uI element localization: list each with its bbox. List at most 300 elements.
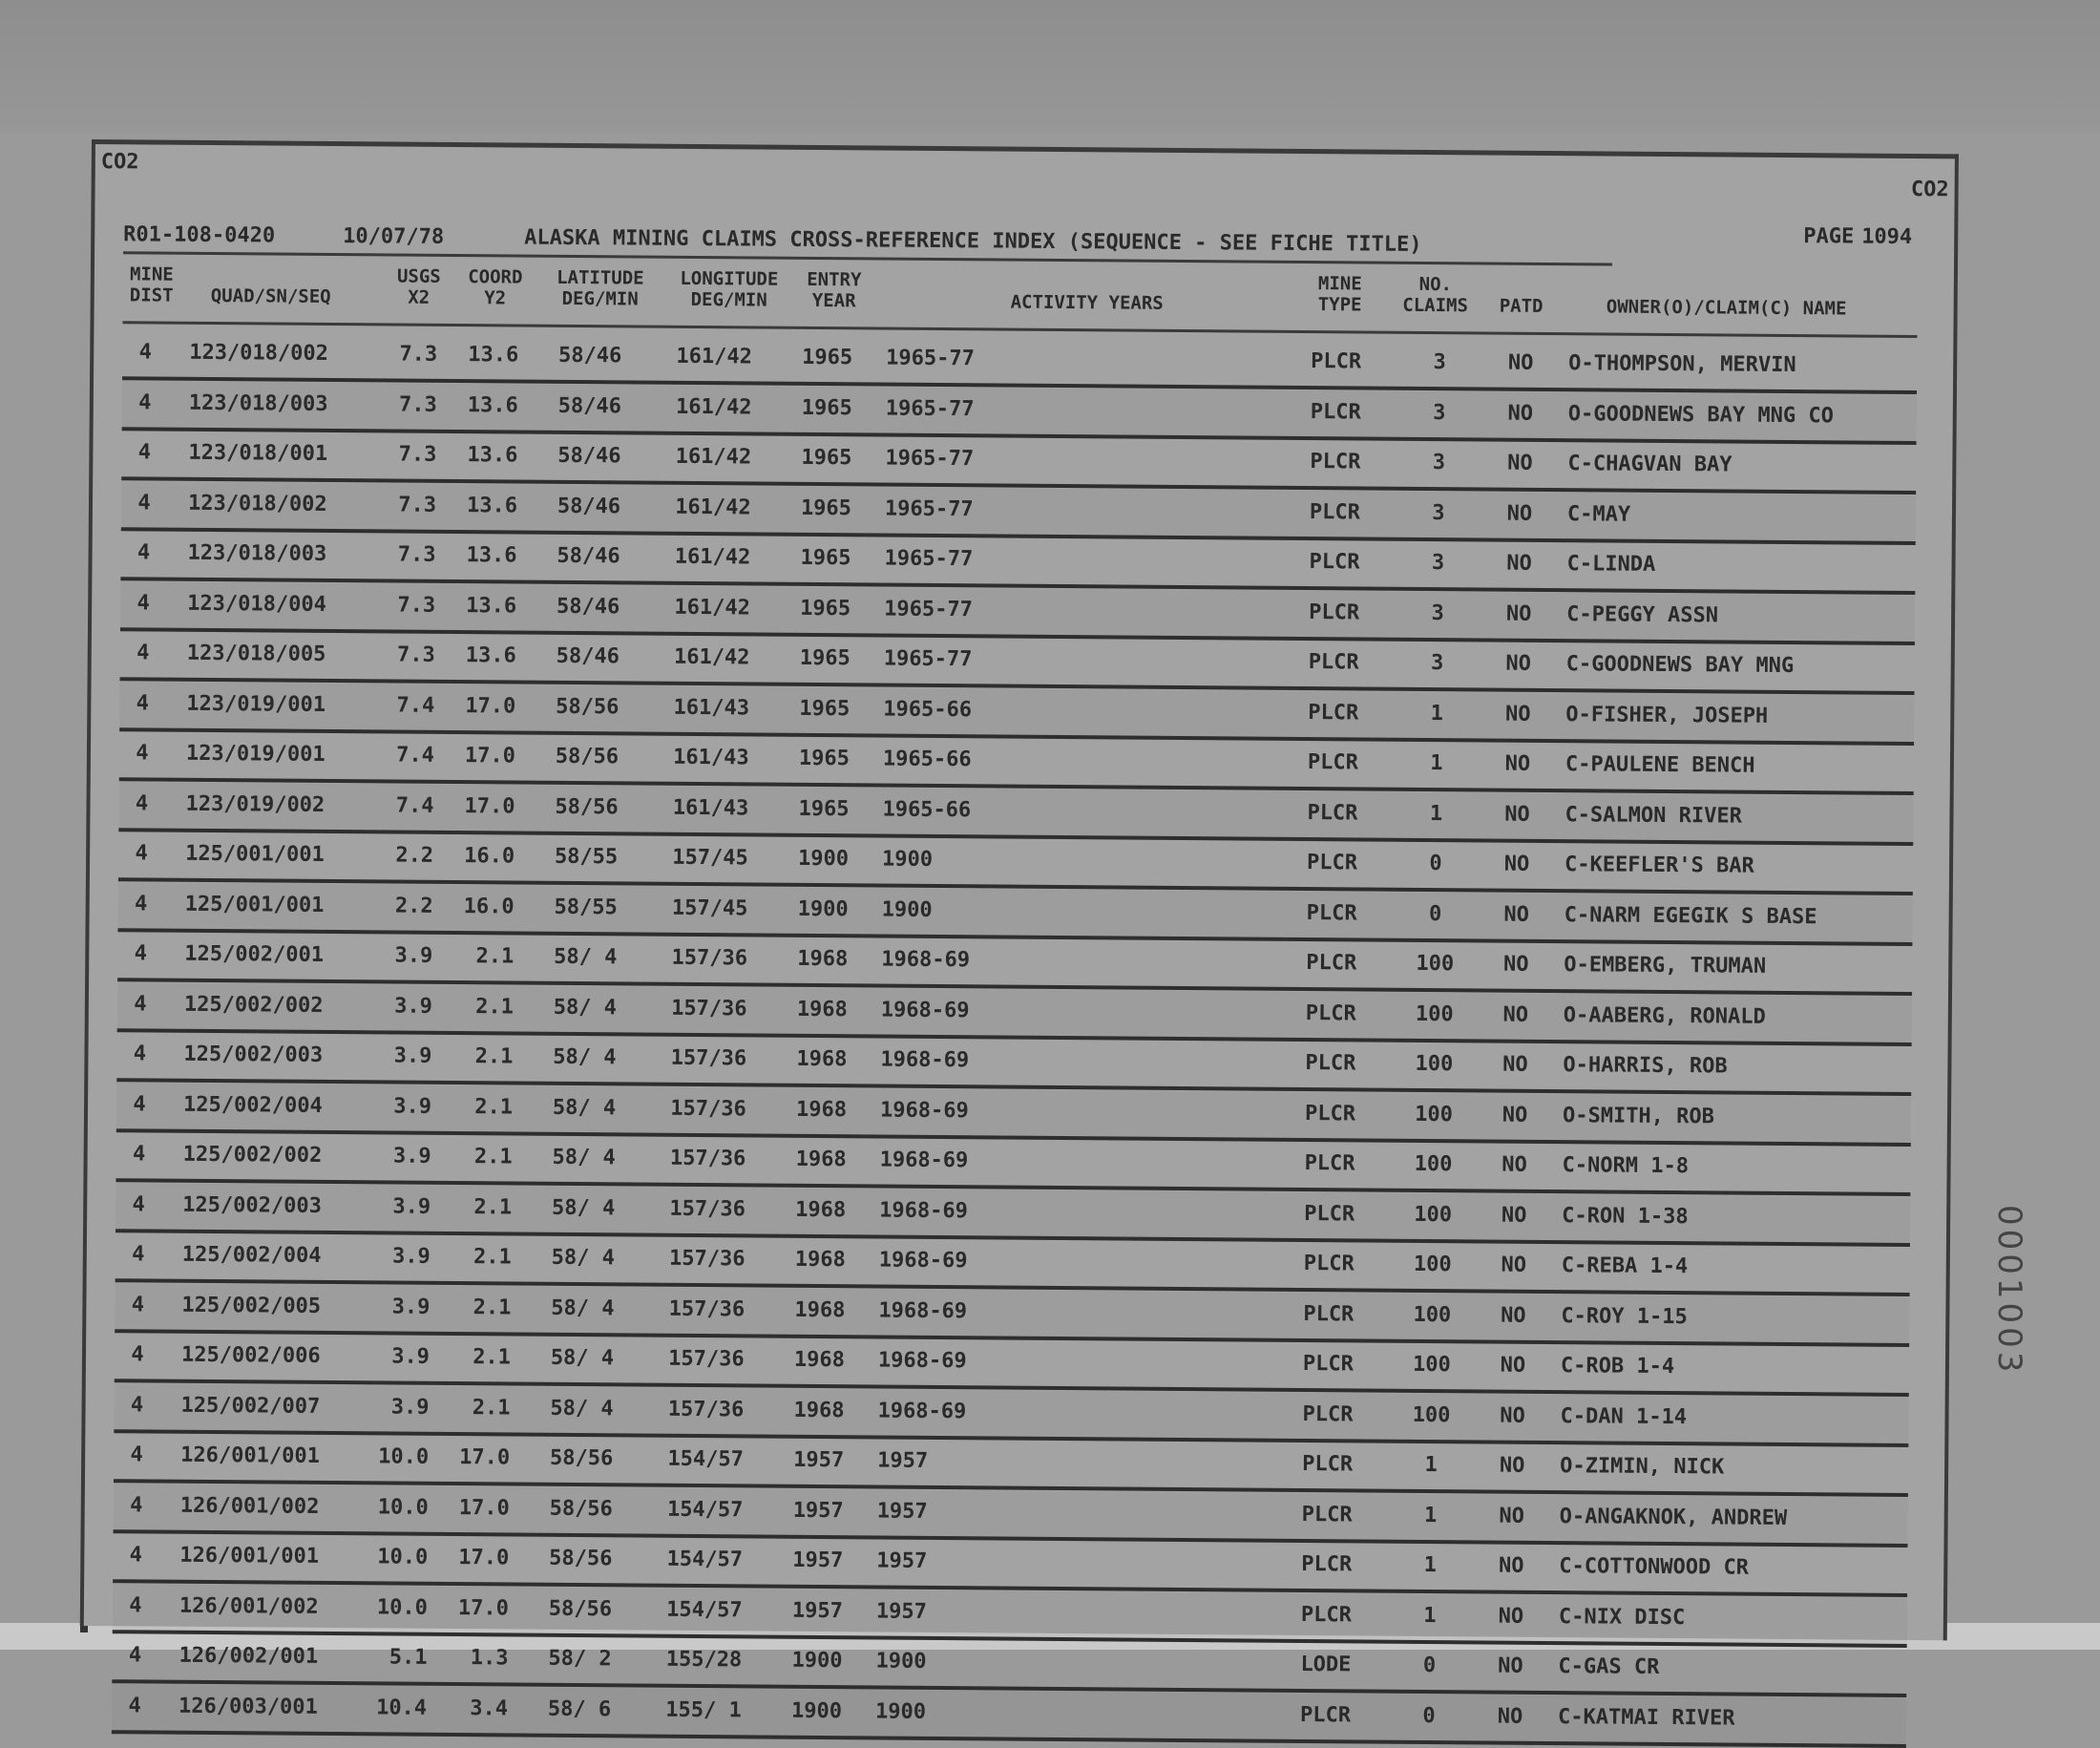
entry-year-cell: 1968 [793, 1347, 846, 1373]
registration-mark [80, 1625, 88, 1632]
usgs-x-cell: 3.9 [392, 1194, 431, 1219]
coord-y-cell: 2.1 [473, 1145, 513, 1169]
entry-year-cell: 1965 [798, 796, 850, 821]
owner-claim-name-cell: O-ZIMIN, NICK [1560, 1454, 1725, 1480]
quad-sn-seq-cell: 125/002/004 [182, 1092, 323, 1118]
patented-cell: NO [1505, 651, 1532, 676]
claims-count-cell: 1 [1423, 1553, 1438, 1578]
coord-y-cell: 17.0 [465, 693, 516, 719]
quad-sn-seq-cell: 123/018/003 [187, 540, 327, 566]
longitude-cell: 161/42 [675, 495, 751, 519]
patented-cell: NO [1507, 451, 1533, 475]
activity-years-cell: 1900 [875, 1649, 927, 1674]
activity-years-cell: 1965-77 [885, 396, 975, 421]
mine-type-cell: LODE [1300, 1652, 1352, 1677]
header-entry-year: ENTRY YEAR [807, 268, 862, 312]
activity-years-cell: 1900 [882, 847, 934, 872]
mine-type-cell: PLCR [1308, 650, 1359, 675]
usgs-x-cell: 7.3 [398, 392, 437, 417]
patented-cell: NO [1505, 601, 1532, 626]
entry-year-cell: 1965 [802, 345, 853, 370]
report-date: 10/07/78 [343, 224, 445, 249]
quad-sn-seq-cell: 126/001/001 [180, 1443, 320, 1468]
coord-y-cell: 13.6 [466, 493, 518, 518]
latitude-cell: 58/56 [549, 1496, 613, 1521]
entry-year-cell: 1968 [795, 1197, 847, 1222]
mine-dist-cell: 4 [128, 1693, 141, 1717]
latitude-cell: 58/ 4 [551, 1295, 615, 1320]
owner-claim-name-cell: O-GOODNEWS BAY MNG CO [1567, 401, 1835, 428]
owner-claim-name-cell: C-GAS CR [1558, 1654, 1660, 1679]
patented-cell: NO [1507, 401, 1534, 426]
entry-year-cell: 1968 [795, 1097, 848, 1122]
activity-years-cell: 1965-66 [882, 747, 972, 772]
report-id: R01-108-0420 [123, 222, 276, 248]
coord-y-cell: 17.0 [464, 744, 516, 769]
fiche-sheet [80, 139, 1959, 1731]
quad-sn-seq-cell: 126/001/001 [179, 1543, 320, 1569]
patented-cell: NO [1498, 1553, 1524, 1578]
mine-type-cell: PLCR [1310, 450, 1361, 474]
longitude-cell: 157/36 [668, 1246, 746, 1272]
report-heading: ALASKA MINING CLAIMS CROSS-REFERENCE INDEX (SEQUENCE - SEE FICHE TITLE) [524, 225, 1422, 257]
longitude-cell: 157/36 [671, 945, 748, 971]
mine-dist-cell: 4 [131, 1292, 145, 1316]
latitude-cell: 58/ 4 [553, 1044, 617, 1070]
longitude-cell: 161/42 [674, 544, 751, 570]
claims-count-cell: 1 [1430, 751, 1443, 776]
latitude-cell: 58/46 [556, 543, 620, 569]
latitude-cell: 58/46 [557, 393, 622, 418]
patented-cell: NO [1502, 1103, 1528, 1127]
longitude-cell: 161/42 [673, 644, 750, 670]
mine-type-cell: PLCR [1301, 1551, 1353, 1577]
entry-year-cell: 1965 [798, 746, 850, 771]
owner-claim-name-cell: O-FISHER, JOSEPH [1565, 702, 1769, 728]
activity-years-cell: 1965-66 [883, 697, 973, 722]
entry-year-cell: 1965 [799, 645, 850, 671]
quad-sn-seq-cell: 125/002/006 [180, 1342, 321, 1368]
usgs-x-cell: 2.2 [395, 843, 434, 868]
corner-code-right: CO2 [1910, 177, 1949, 202]
mine-type-cell: PLCR [1303, 1301, 1354, 1326]
usgs-x-cell: 3.9 [391, 1344, 430, 1369]
quad-sn-seq-cell: 123/018/002 [189, 340, 329, 366]
patented-cell: NO [1501, 1253, 1527, 1277]
mine-type-cell: PLCR [1302, 1401, 1354, 1426]
activity-years-cell: 1957 [876, 1548, 928, 1573]
owner-claim-name-cell: C-SALMON RIVER [1564, 802, 1743, 829]
activity-years-cell: 1968-69 [879, 1098, 969, 1123]
entry-year-cell: 1900 [791, 1648, 843, 1674]
quad-sn-seq-cell: 125/001/001 [185, 841, 325, 867]
usgs-x-cell: 7.3 [397, 593, 436, 618]
mine-dist-cell: 4 [132, 1242, 145, 1267]
coord-y-cell: 17.0 [457, 1595, 510, 1620]
claims-count-cell: 1 [1430, 701, 1444, 726]
coord-y-cell: 2.1 [472, 1245, 512, 1270]
owner-claim-name-cell: O-HARRIS, ROB [1563, 1053, 1728, 1079]
coord-y-cell: 13.6 [466, 593, 517, 619]
mine-type-cell: PLCR [1305, 1000, 1356, 1025]
usgs-x-cell: 7.4 [395, 793, 434, 818]
mine-dist-cell: 4 [136, 690, 150, 715]
header-latitude: LATITUDE DEG/MIN [556, 266, 644, 310]
mine-type-cell: PLCR [1310, 399, 1361, 424]
mine-type-cell: PLCR [1306, 951, 1357, 976]
activity-years-cell: 1968-69 [880, 998, 970, 1022]
entry-year-cell: 1968 [796, 997, 848, 1021]
usgs-x-cell: 10.4 [376, 1695, 428, 1720]
owner-claim-name-cell: C-GOODNEWS BAY MNG [1565, 652, 1795, 679]
page-indicator [1803, 224, 1920, 249]
latitude-cell: 58/56 [556, 694, 620, 719]
mine-type-cell: PLCR [1302, 1452, 1354, 1477]
entry-year-cell: 1957 [793, 1447, 845, 1473]
claims-count-cell: 3 [1432, 451, 1446, 475]
page-label: PAGE [1803, 224, 1855, 249]
header-owner-claim-name: OWNER(O)/CLAIM(C) NAME [1606, 296, 1847, 320]
entry-year-cell: 1968 [797, 946, 849, 972]
usgs-x-cell: 7.4 [396, 693, 435, 718]
column-header-row [122, 263, 1917, 338]
mine-type-cell: PLCR [1309, 600, 1360, 624]
quad-sn-seq-cell: 125/002/001 [184, 941, 325, 967]
latitude-cell: 58/56 [548, 1596, 613, 1621]
activity-years-cell: 1957 [875, 1599, 927, 1624]
longitude-cell: 161/43 [672, 795, 749, 820]
patented-cell: NO [1501, 1203, 1527, 1228]
header-usgs-x: USGS X2 [396, 265, 441, 308]
owner-claim-name-cell: C-REBA 1-4 [1561, 1253, 1689, 1279]
longitude-cell: 154/57 [667, 1446, 744, 1472]
usgs-x-cell: 10.0 [377, 1494, 429, 1520]
entry-year-cell: 1968 [796, 1046, 848, 1072]
patented-cell: NO [1506, 551, 1532, 576]
claims-count-cell: 0 [1429, 852, 1442, 876]
mine-dist-cell: 4 [136, 741, 149, 766]
header-patd: PATD [1499, 295, 1544, 317]
quad-sn-seq-cell: 125/002/002 [183, 992, 324, 1018]
claims-count-cell: 100 [1413, 1252, 1452, 1277]
header-quad: QUAD/SN/SEQ [210, 284, 331, 307]
mine-type-cell: PLCR [1309, 550, 1360, 575]
longitude-cell: 157/36 [670, 1096, 746, 1121]
usgs-x-cell: 7.3 [398, 493, 437, 517]
latitude-cell: 58/56 [555, 744, 620, 769]
side-stamp-number: 0001003 [1990, 1205, 2028, 1377]
usgs-x-cell: 2.2 [394, 894, 433, 918]
coord-y-cell: 13.6 [467, 443, 518, 468]
quad-sn-seq-cell: 125/002/002 [182, 1142, 323, 1168]
longitude-cell: 161/43 [673, 695, 750, 720]
mine-type-cell: PLCR [1306, 900, 1357, 925]
latitude-cell: 58/46 [556, 594, 620, 619]
coord-y-cell: 2.1 [474, 1094, 514, 1119]
mine-dist-cell: 4 [130, 1392, 144, 1417]
usgs-x-cell: 7.3 [396, 642, 435, 667]
owner-claim-name-cell: C-NORM 1-8 [1562, 1153, 1690, 1179]
patented-cell: NO [1498, 1604, 1524, 1629]
longitude-cell: 161/42 [675, 444, 752, 470]
entry-year-cell: 1900 [797, 896, 849, 921]
quad-sn-seq-cell: 123/018/003 [188, 390, 328, 416]
claims-count-cell: 100 [1414, 1202, 1453, 1227]
owner-claim-name-cell: C-RON 1-38 [1562, 1203, 1689, 1229]
coord-y-cell: 16.0 [463, 894, 514, 919]
latitude-cell: 58/ 2 [548, 1646, 612, 1672]
longitude-cell: 157/36 [669, 1146, 746, 1171]
mine-dist-cell: 4 [129, 1592, 142, 1617]
quad-sn-seq-cell: 125/002/004 [181, 1242, 322, 1268]
quad-sn-seq-cell: 125/001/001 [184, 892, 325, 917]
mine-dist-cell: 4 [134, 891, 148, 916]
latitude-cell: 58/ 4 [550, 1396, 614, 1421]
claims-count-cell: 0 [1422, 1703, 1436, 1728]
usgs-x-cell: 5.1 [388, 1645, 428, 1670]
claims-count-cell: 100 [1414, 1151, 1453, 1177]
usgs-x-cell: 7.4 [396, 743, 435, 768]
longitude-cell: 161/42 [676, 344, 753, 369]
quad-sn-seq-cell: 125/002/007 [180, 1393, 321, 1419]
longitude-cell: 154/57 [666, 1497, 744, 1522]
quad-sn-seq-cell: 123/019/002 [185, 791, 326, 817]
latitude-cell: 58/ 4 [554, 944, 618, 970]
activity-years-cell: 1957 [876, 1499, 928, 1524]
coord-y-cell: 17.0 [458, 1495, 510, 1520]
longitude-cell: 157/36 [671, 996, 747, 1021]
latitude-cell: 58/56 [555, 794, 619, 819]
quad-sn-seq-cell: 126/001/002 [179, 1493, 320, 1519]
activity-years-cell: 1968-69 [879, 1198, 969, 1223]
claims-count-cell: 100 [1413, 1302, 1452, 1327]
owner-claim-name-cell: C-ROY 1-15 [1561, 1303, 1688, 1329]
claims-count-cell: 100 [1415, 1051, 1454, 1077]
coord-y-cell: 2.1 [472, 1295, 512, 1319]
longitude-cell: 154/57 [666, 1597, 743, 1622]
mine-dist-cell: 4 [134, 991, 147, 1016]
activity-years-cell: 1968-69 [878, 1298, 968, 1323]
patented-cell: NO [1503, 852, 1530, 876]
claims-count-cell: 3 [1433, 350, 1446, 375]
quad-sn-seq-cell: 123/019/001 [186, 691, 326, 717]
mine-dist-cell: 4 [132, 1142, 146, 1167]
usgs-x-cell: 3.9 [394, 943, 433, 968]
latitude-cell: 58/ 4 [552, 1145, 616, 1170]
entry-year-cell: 1965 [799, 696, 850, 721]
mine-dist-cell: 4 [133, 1042, 147, 1066]
entry-year-cell: 1968 [794, 1297, 846, 1322]
claims-count-cell: 3 [1431, 600, 1444, 625]
patented-cell: NO [1502, 952, 1529, 977]
usgs-x-cell: 7.3 [397, 542, 436, 567]
patented-cell: NO [1503, 902, 1530, 927]
mine-type-cell: PLCR [1304, 1151, 1355, 1176]
patented-cell: NO [1501, 1303, 1526, 1328]
mine-type-cell: PLCR [1306, 851, 1358, 875]
mine-type-cell: PLCR [1303, 1252, 1354, 1276]
latitude-cell: 58/ 4 [553, 995, 618, 1020]
claims-count-cell: 1 [1424, 1453, 1438, 1478]
claims-count-cell: 3 [1432, 500, 1445, 525]
patented-cell: NO [1497, 1704, 1523, 1729]
mine-dist-cell: 4 [132, 1191, 145, 1216]
background-top [0, 0, 2100, 134]
mine-type-cell: PLCR [1300, 1602, 1352, 1627]
usgs-x-cell: 10.0 [376, 1594, 429, 1620]
mine-type-cell: PLCR [1302, 1352, 1354, 1377]
entry-year-cell: 1968 [795, 1147, 847, 1172]
latitude-cell: 58/55 [554, 844, 619, 870]
quad-sn-seq-cell: 125/002/003 [182, 1192, 323, 1218]
header-activity-years: ACTIVITY YEARS [1010, 291, 1164, 314]
mine-dist-cell: 4 [136, 641, 150, 665]
activity-years-cell: 1957 [877, 1448, 929, 1473]
latitude-cell: 58/55 [554, 895, 618, 919]
patented-cell: NO [1506, 501, 1533, 526]
quad-sn-seq-cell: 126/003/001 [178, 1694, 318, 1719]
header-coord-y: COORD Y2 [468, 266, 523, 309]
coord-y-cell: 13.6 [468, 343, 519, 368]
usgs-x-cell: 7.3 [398, 442, 437, 467]
claims-count-cell: 1 [1429, 801, 1443, 826]
coord-y-cell: 13.6 [465, 643, 516, 668]
longitude-cell: 157/36 [667, 1397, 745, 1422]
activity-years-cell: 1965-77 [884, 597, 973, 621]
longitude-cell: 161/43 [673, 745, 749, 770]
header-longitude: LONGITUDE DEG/MIN [680, 267, 779, 311]
claims-count-cell: 0 [1428, 901, 1442, 926]
entry-year-cell: 1965 [800, 596, 851, 621]
entry-year-cell: 1968 [794, 1247, 846, 1273]
mine-type-cell: PLCR [1311, 349, 1362, 374]
longitude-cell: 154/57 [666, 1547, 744, 1572]
coord-y-cell: 17.0 [464, 793, 515, 819]
claims-count-cell: 100 [1415, 1001, 1454, 1026]
activity-years-cell: 1968-69 [878, 1248, 968, 1274]
longitude-cell: 157/45 [671, 895, 748, 920]
quad-sn-seq-cell: 125/002/005 [181, 1293, 322, 1318]
activity-years-cell: 1968-69 [881, 947, 971, 973]
coord-y-cell: 3.4 [470, 1695, 509, 1720]
activity-years-cell: 1965-66 [882, 797, 972, 822]
longitude-cell: 161/42 [674, 595, 751, 620]
claims-count-cell: 100 [1415, 1102, 1453, 1127]
mine-type-cell: PLCR [1305, 1051, 1356, 1076]
usgs-x-cell: 3.9 [391, 1295, 430, 1319]
activity-years-cell: 1965-77 [884, 546, 974, 572]
entry-year-cell: 1957 [791, 1598, 844, 1623]
activity-years-cell: 1900 [874, 1699, 927, 1724]
latitude-cell: 58/ 4 [551, 1245, 616, 1271]
owner-claim-name-cell: C-LINDA [1566, 552, 1656, 577]
mine-dist-cell: 4 [137, 440, 152, 465]
header-no-claims: NO. CLAIMS [1402, 273, 1469, 317]
header-mine-dist: MINE DIST [129, 263, 174, 306]
claims-count-cell: 1 [1424, 1503, 1438, 1527]
usgs-x-cell: 3.9 [393, 1043, 432, 1068]
mine-type-cell: PLCR [1307, 800, 1358, 825]
patented-cell: NO [1500, 1403, 1525, 1428]
usgs-x-cell: 7.3 [399, 342, 438, 367]
mine-type-cell: PLCR [1309, 499, 1361, 524]
patented-cell: NO [1502, 1152, 1527, 1177]
mine-dist-cell: 4 [135, 790, 149, 815]
mine-dist-cell: 4 [130, 1492, 143, 1517]
patented-cell: NO [1499, 1453, 1525, 1478]
activity-years-cell: 1968-69 [877, 1348, 967, 1374]
owner-claim-name-cell: C-DAN 1-14 [1560, 1403, 1688, 1429]
latitude-cell: 58/ 4 [552, 1095, 617, 1120]
patented-cell: NO [1499, 1504, 1525, 1528]
patented-cell: NO [1504, 751, 1531, 776]
mine-type-cell: PLCR [1308, 700, 1359, 725]
owner-claim-name-cell: C-PEGGY ASSN [1566, 601, 1719, 627]
patented-cell: NO [1502, 1052, 1528, 1077]
quad-sn-seq-cell: 126/002/001 [178, 1643, 319, 1669]
owner-claim-name-cell: C-NARM EGEGIK S BASE [1564, 902, 1817, 929]
activity-years-cell: 1968-69 [880, 1047, 970, 1073]
coord-y-cell: 2.1 [474, 1044, 514, 1069]
latitude-cell: 58/46 [556, 494, 621, 518]
patented-cell: NO [1502, 1002, 1529, 1027]
activity-years-cell: 1965-77 [884, 496, 974, 521]
owner-claim-name-cell: O-ANGAKNOK, ANDREW [1559, 1504, 1788, 1530]
coord-y-cell: 13.6 [467, 392, 518, 418]
claims-count-cell: 100 [1412, 1352, 1451, 1378]
latitude-cell: 58/46 [557, 443, 621, 469]
patented-cell: NO [1504, 702, 1531, 727]
owner-claim-name-cell: C-CHAGVAN BAY [1567, 452, 1732, 477]
entry-year-cell: 1957 [792, 1498, 844, 1523]
patented-cell: NO [1498, 1653, 1523, 1678]
mine-type-cell: PLCR [1307, 750, 1358, 775]
owner-claim-name-cell: C-KEEFLER'S BAR [1564, 853, 1754, 878]
coord-y-cell: 1.3 [470, 1646, 509, 1671]
activity-years-cell: 1968-69 [877, 1399, 967, 1423]
owner-claim-name-cell: O-THOMPSON, MERVIN [1568, 351, 1796, 378]
coord-y-cell: 16.0 [464, 844, 515, 869]
page-number: 1094 [1861, 224, 1913, 249]
longitude-cell: 157/36 [670, 1045, 747, 1071]
quad-sn-seq-cell: 125/002/003 [183, 1042, 324, 1067]
report-title-line [123, 222, 1612, 265]
mine-dist-cell: 4 [128, 1643, 142, 1668]
patented-cell: NO [1504, 802, 1530, 827]
latitude-cell: 58/ 4 [550, 1345, 615, 1371]
mine-type-cell: PLCR [1304, 1201, 1355, 1226]
claims-count-cell: 3 [1431, 651, 1444, 676]
entry-year-cell: 1968 [793, 1398, 845, 1422]
claims-count-cell: 0 [1422, 1653, 1437, 1678]
coord-y-cell: 2.1 [472, 1395, 511, 1420]
coord-y-cell: 2.1 [475, 994, 514, 1019]
owner-claim-name-cell: C-KATMAI RIVER [1557, 1704, 1735, 1731]
coord-y-cell: 2.1 [472, 1345, 512, 1370]
latitude-cell: 58/46 [556, 643, 620, 669]
coord-y-cell: 17.0 [458, 1546, 510, 1570]
coord-y-cell: 17.0 [459, 1445, 511, 1470]
owner-claim-name-cell: O-SMITH, ROB [1562, 1103, 1715, 1128]
mine-dist-cell: 4 [135, 841, 148, 866]
mine-dist-cell: 4 [133, 1091, 146, 1116]
mine-dist-cell: 4 [136, 590, 150, 615]
activity-years-cell: 1968-69 [879, 1148, 969, 1173]
usgs-x-cell: 10.0 [378, 1444, 430, 1469]
longitude-cell: 157/45 [672, 845, 748, 871]
mine-type-cell: PLCR [1304, 1101, 1356, 1126]
activity-years-cell: 1965-77 [883, 646, 973, 672]
